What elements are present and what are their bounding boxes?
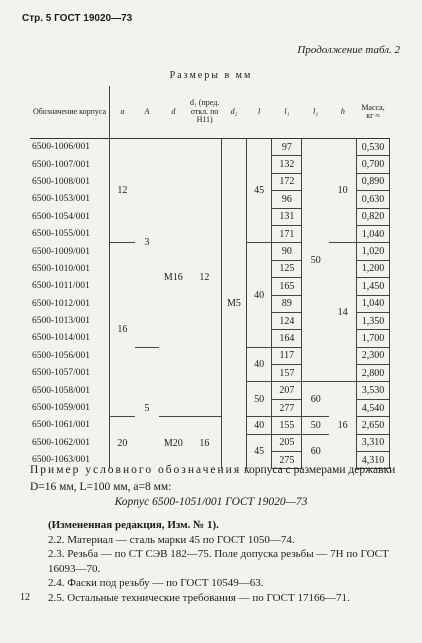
l1-cell: 275: [272, 452, 302, 469]
l2-cell: 60: [302, 434, 329, 469]
mass-cell: 0,530: [357, 139, 390, 156]
col-header-h: h: [329, 86, 356, 139]
amendment-note: (Измененная редакция, Изм. № 1).: [48, 519, 219, 531]
code-cell: 6500-1054/001: [30, 208, 110, 225]
d1-cell: 12: [199, 272, 210, 284]
col-header-l: l: [246, 86, 272, 139]
mass-cell: 0,820: [357, 208, 390, 225]
l1-cell: 165: [272, 278, 302, 295]
code-cell: 6500-1062/001: [30, 434, 110, 451]
mass-cell: 2,650: [357, 417, 390, 434]
l1-cell: 164: [272, 330, 302, 347]
mass-cell: 0,890: [357, 173, 390, 190]
mass-cell: 2,800: [357, 365, 390, 382]
l2-cell: 50: [310, 254, 321, 266]
l-cell: 45: [254, 185, 265, 197]
l1-cell: 132: [272, 156, 302, 173]
mass-cell: 0,700: [357, 156, 390, 173]
h-cell: 10: [329, 139, 356, 243]
l1-cell: 155: [272, 417, 302, 434]
mass-cell: 1,040: [357, 225, 390, 242]
designation-example: [30, 462, 400, 496]
A-cell: 3: [144, 237, 150, 249]
l1-cell: 117: [272, 347, 302, 364]
code-cell: 6500-1059/001: [30, 399, 110, 416]
note-item: 2.2. Материал — сталь марки 45 по ГОСТ 1050—74.: [48, 533, 295, 546]
l1-cell: 96: [272, 191, 302, 208]
note-item: 2.3. Резьба — по СТ СЭВ 182—75. Поле допуска резьбы — 7H по ГОСТ 16093—70.: [48, 548, 389, 575]
h-cell: 14: [329, 243, 356, 382]
mass-cell: 1,700: [357, 330, 390, 347]
mass-cell: 0,630: [357, 191, 390, 208]
l-cell: 40: [246, 243, 272, 347]
table-row: [30, 139, 390, 156]
l1-cell: 205: [272, 434, 302, 451]
code-cell: 6500-1055/001: [30, 225, 110, 242]
code-cell: 6500-1010/001: [30, 260, 110, 277]
l-cell: 40: [246, 347, 272, 382]
l1-cell: 172: [272, 173, 302, 190]
l-cell: 40: [246, 417, 272, 434]
code-cell: 6500-1014/001: [30, 330, 110, 347]
mass-cell: 1,200: [357, 260, 390, 277]
mass-cell: 4,540: [357, 399, 390, 416]
l1-cell: 157: [272, 365, 302, 382]
table-body: [30, 139, 390, 469]
a-cell: 20: [110, 417, 135, 469]
table-header: [30, 86, 390, 139]
col-header-d: d: [159, 86, 188, 139]
mass-cell: 1,350: [357, 312, 390, 329]
mass-cell: 1,450: [357, 278, 390, 295]
example-text: корпуса с размерами державки D=16 мм, L=100 мм, a=8 мм:: [30, 464, 396, 493]
mass-cell: 1,020: [357, 243, 390, 260]
code-cell: 6500-1008/001: [30, 173, 110, 190]
l1-cell: 124: [272, 312, 302, 329]
col-header-l2: l₂: [302, 86, 329, 139]
units-caption: Размеры в мм: [169, 70, 253, 81]
table-continuation: Продолжение табл. 2: [297, 44, 400, 56]
l-cell: 50: [246, 382, 272, 417]
note-item: 2.4. Фаски под резьбу — по ГОСТ 10549—63.: [48, 577, 264, 589]
note-item: 2.5. Остальные технические требования — по ГОСТ 17166—71.: [48, 591, 350, 604]
mass-cell: 3,310: [357, 434, 390, 451]
l-cell: 45: [246, 434, 272, 469]
d2-cell: M5: [222, 139, 247, 469]
A-cell: 5: [135, 347, 159, 469]
code-cell: 6500-1063/001: [30, 452, 110, 469]
spec-table: [30, 86, 390, 469]
a-cell: 12: [117, 185, 128, 197]
page-header: Стр. 5 ГОСТ 19020—73: [22, 13, 133, 24]
mass-cell: 2,300: [357, 347, 390, 364]
mass-cell: 4,310: [357, 452, 390, 469]
code-cell: 6500-1057/001: [30, 365, 110, 382]
code-cell: 6500-1061/001: [30, 417, 110, 434]
code-cell: 6500-1006/001: [30, 139, 110, 156]
code-cell: 6500-1007/001: [30, 156, 110, 173]
d1-cell: 16: [188, 417, 222, 469]
code-cell: 6500-1058/001: [30, 382, 110, 399]
col-header-d2: d₂: [222, 86, 247, 139]
col-header-A: A: [135, 86, 159, 139]
mass-cell: 1,040: [357, 295, 390, 312]
l1-cell: 277: [272, 399, 302, 416]
code-cell: 6500-1009/001: [30, 243, 110, 260]
l1-cell: 125: [272, 260, 302, 277]
col-header-d1: d₁ (пред. откл. по H11): [188, 86, 222, 139]
notes-block: [30, 518, 400, 605]
code-cell: 6500-1012/001: [30, 295, 110, 312]
col-header-code: Обозначение корпуса: [30, 86, 110, 139]
h-cell: 16: [329, 382, 356, 469]
designation-line: Корпус 6500-1051/001 ГОСТ 19020—73: [114, 496, 308, 508]
example-lead: Пример условного обозначения: [30, 464, 242, 476]
l1-cell: 97: [272, 139, 302, 156]
d-cell: M20: [159, 417, 188, 469]
l2-cell: 50: [302, 417, 329, 434]
a-cell: 16: [110, 243, 135, 417]
d-cell: M16: [163, 272, 183, 284]
l1-cell: 171: [272, 225, 302, 242]
col-header-mass: Масса, кг ≈: [357, 86, 390, 139]
mass-cell: 3,530: [357, 382, 390, 399]
l1-cell: 131: [272, 208, 302, 225]
code-cell: 6500-1056/001: [30, 347, 110, 364]
l1-cell: 90: [272, 243, 302, 260]
code-cell: 6500-1011/001: [30, 278, 110, 295]
col-header-a: a: [110, 86, 135, 139]
code-cell: 6500-1013/001: [30, 312, 110, 329]
l1-cell: 207: [272, 382, 302, 399]
l1-cell: 89: [272, 295, 302, 312]
code-cell: 6500-1053/001: [30, 191, 110, 208]
l2-cell: 60: [302, 382, 329, 417]
page-number: 12: [20, 592, 30, 603]
col-header-l1: l₁: [272, 86, 302, 139]
